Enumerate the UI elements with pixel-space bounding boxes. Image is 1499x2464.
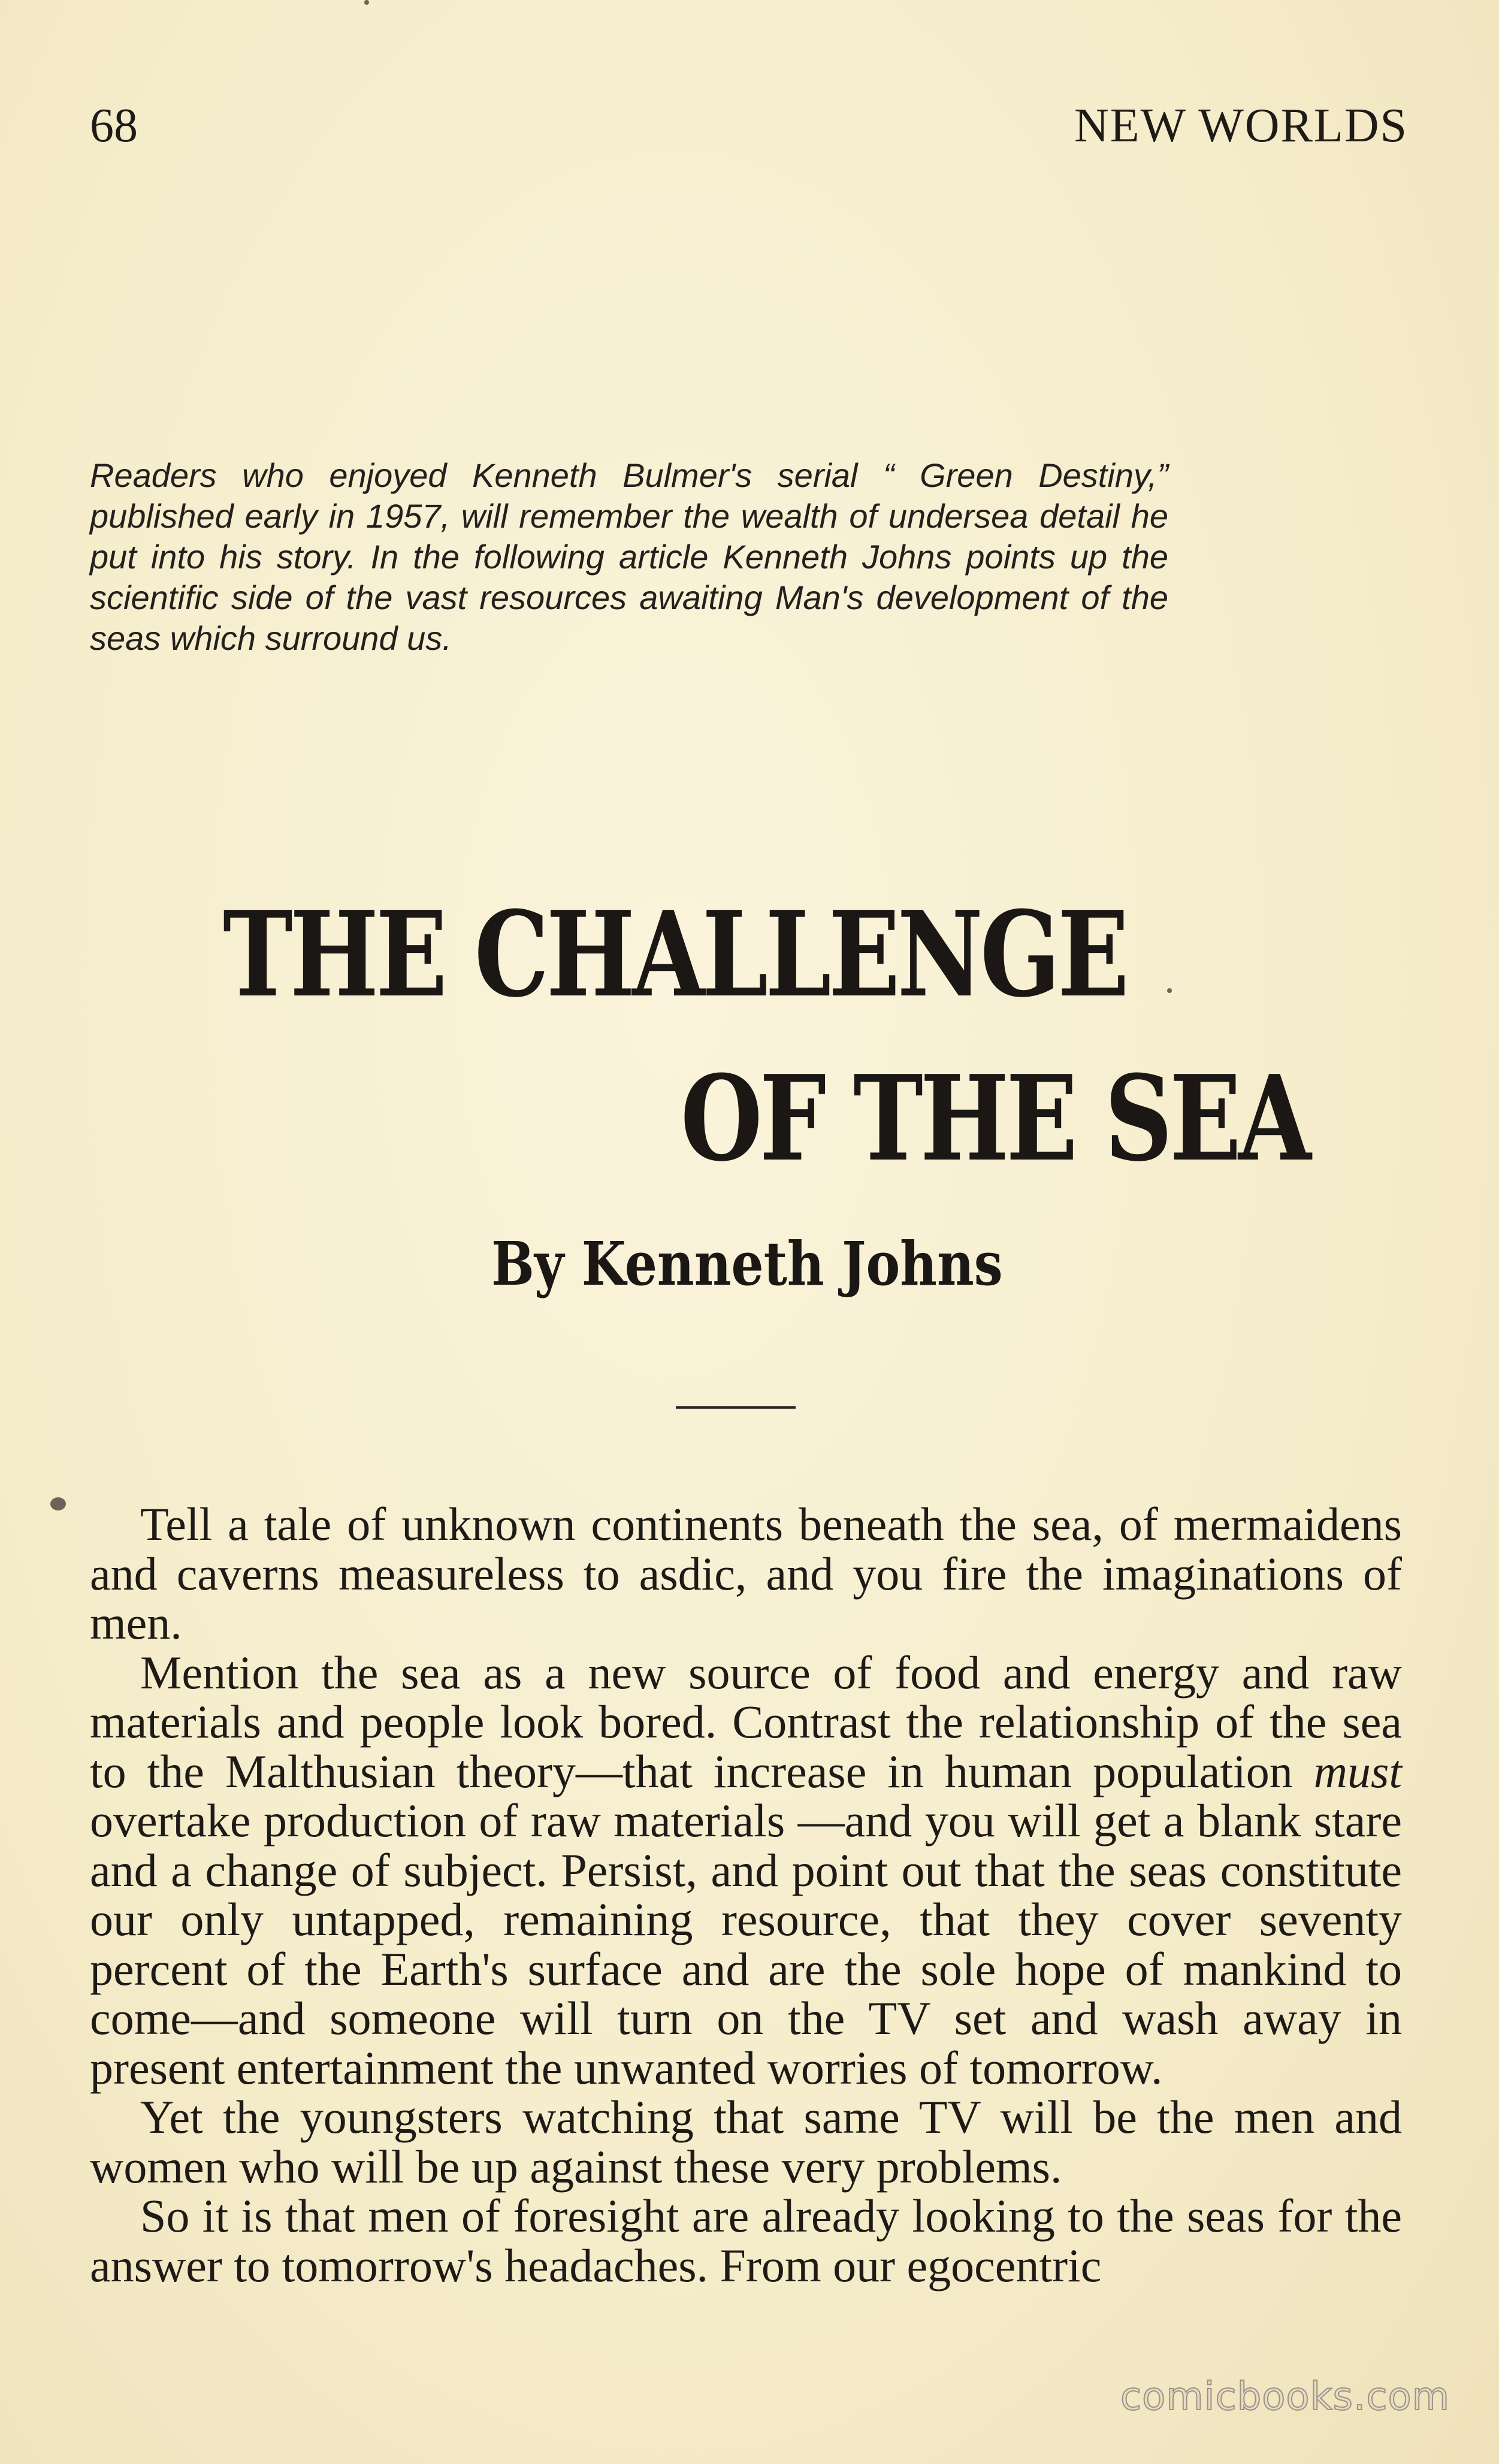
paragraph-1: Tell a tale of unknown continents beneath the sea, of mermaidens and caverns measureless to asdic, and you fire the imaginations of men.	[90, 1498, 1402, 1649]
byline: By Kenneth Johns	[491, 1228, 1003, 1299]
paragraph-2	[90, 1648, 1402, 2093]
paragraph-2-text-a: Mention the sea as a new source of food and energy and raw materials and people look bored. Contrast the relationship of the sea to the Malthusian theory—that increase in human population	[90, 1646, 1402, 1797]
page-number: 68	[90, 99, 138, 152]
ink-speck	[50, 1497, 66, 1511]
intro-blurb: Readers who enjoyed Kenneth Bulmer's serial “ Green Destiny,” published early in 1957, will remember the wealth of undersea detail he put into his story. In the following article Kenneth Johns points up the scientific side of the vast resources awaiting Man's development of the seas which surround us.	[90, 456, 1168, 657]
ink-speck	[364, 0, 369, 5]
running-head: NEW WORLDS	[1074, 99, 1408, 152]
emphasis-must: must	[1313, 1745, 1402, 1797]
watermark: comicbooks.com	[1120, 2375, 1450, 2419]
article-body	[90, 1500, 1402, 2290]
article-title-line-2: OF THE SEA	[681, 1050, 1308, 1188]
article-title-line-1: THE CHALLENGE	[223, 886, 1126, 1024]
paragraph-4: So it is that men of foresight are already looking to the seas for the answer to tomorrow's headaches. From our egocentric	[90, 2190, 1402, 2292]
paragraph-3: Yet the youngsters watching that same TV will be the men and women who will be up against these very problems.	[90, 2091, 1402, 2193]
separator-rule	[676, 1406, 796, 1409]
ink-speck	[1167, 988, 1172, 993]
paragraph-2-text-b: overtake production of raw materials —and you will get a blank stare and a change of subject. Persist, and point out that the seas constitute our only untapped, remaining resource, that they cover seventy percent of the Earth's surface and are the sole hope of mankind to come—and someone will turn on the TV set and wash away in present entertainment the unwanted worries of tomorrow.	[90, 1794, 1402, 2094]
